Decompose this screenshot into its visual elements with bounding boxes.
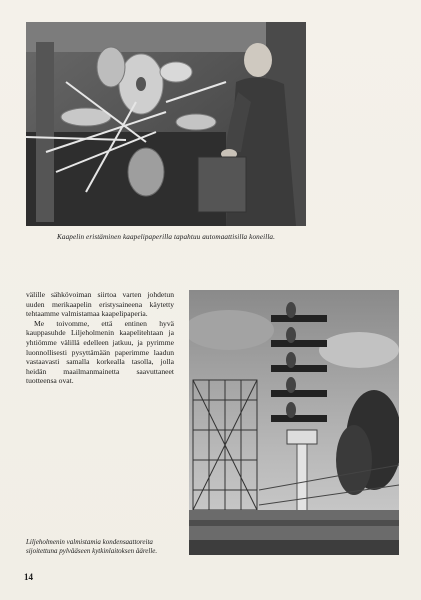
page-number: 14 — [24, 572, 33, 582]
cable-insulation-machine-photo — [26, 22, 306, 226]
top-photo-caption: Kaapelin eristäminen kaapelipaperilla tapahtuu automaattisilla koneilla. — [56, 233, 276, 241]
body-paragraph: välille sähkövoiman siirtoa varten johdetun uuden merikaapelin eristysaineena käytetty tehtaamme valmistamaa kaapelipaperia. — [26, 290, 174, 319]
capacitor-photo-caption: Liljeholmenin valmistamia kondensaattoreita sijoitettuna pylvääseen kytkinlaitoksen äärelle. — [26, 538, 158, 555]
capacitor-pole-photo — [189, 290, 399, 555]
body-paragraph: Me toivomme, että entinen hyvä kauppasuhde Liljeholmenin kaapelitehtaan ja yhtiömme välillä edelleen jatkuu, ja pyrimme luonnollisesti pysyttämään paperimme laadun vastaavasti samalla korkealla tasolla, jolla heidän maailmanmainetta saavuttaneet tuotteensa ovat. — [26, 318, 174, 386]
body-text — [26, 290, 174, 386]
